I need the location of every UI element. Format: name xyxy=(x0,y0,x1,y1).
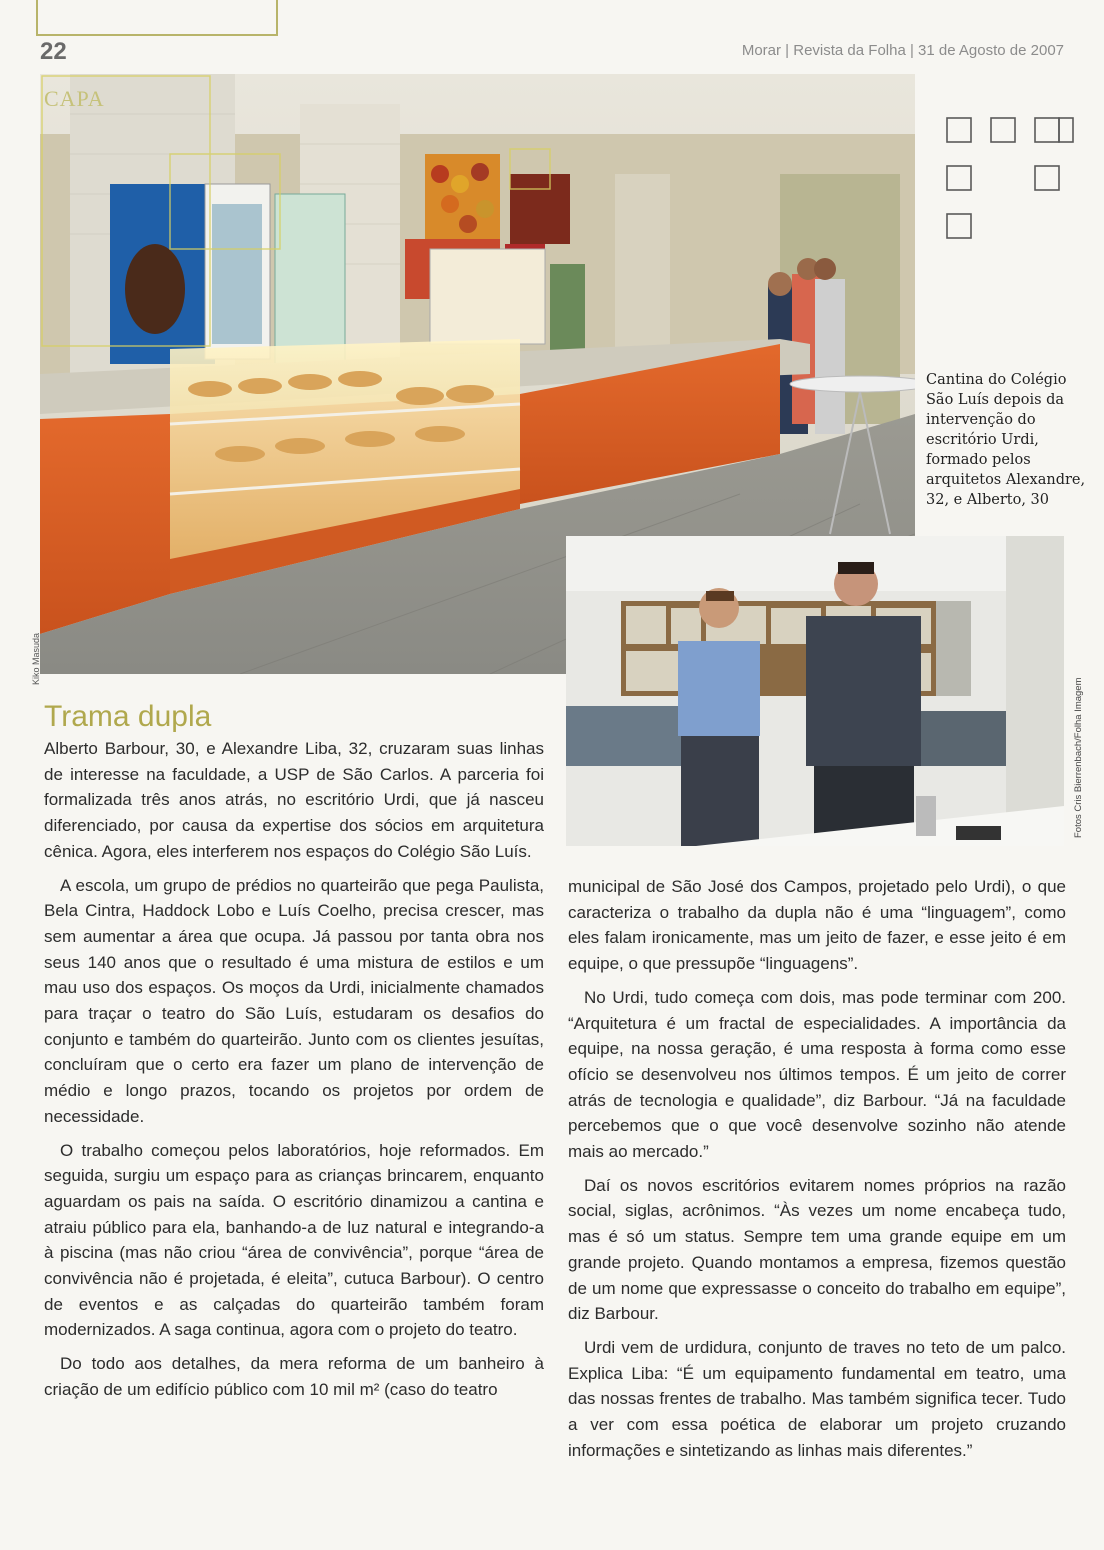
paragraph: municipal de São José dos Campos, projetado pelo Urdi), o que caracteriza o trabalho da dupla não é uma “linguagem”, como eles falam ironicamente, mas um jeito de fazer, e esse jeito é em equipe, o que pressupõe “linguagens”. xyxy=(568,877,1066,974)
paragraph: Daí os novos escritórios evitarem nomes próprios na razão social, siglas, acrônimos. “Às vezes um nome encabeça tudo, mas é só um status. Sempre tem uma grande equipe em um grande projeto. Quando montamos a empresa, fizemos questão de um nome que expressasse o conceito do trabalho em equipe”, diz Barbour. xyxy=(568,1175,1066,1324)
article-title: Trama dupla xyxy=(44,700,212,733)
paragraph: Alberto Barbour, 30, e Alexandre Liba, 32, cruzaram suas linhas de interesse na faculdade, a USP de São Carlos. A parceria foi formalizada três anos atrás, no escritório Urdi, que já nasceu diferenciado, por causa da expertise dos sócios em arquitetura cênica. Agora, eles interferem nos espaços do Colégio São Luís. xyxy=(44,739,544,861)
paragraph: Do todo aos detalhes, da mera reforma de um banheiro à criação de um edifício público com 10 mil m² (caso do teatro xyxy=(44,1354,544,1399)
article-right-column xyxy=(568,874,1066,1471)
header-frame xyxy=(36,0,278,36)
running-head: Morar | Revista da Folha | 31 de Agosto de 2007 xyxy=(741,42,1064,59)
photo-caption: Cantina do Colégio São Luís depois da intervenção do escritório Urdi, formado pelos arquitetos Alexandre, 32, e Alberto, 30 xyxy=(926,372,1086,508)
section-label: CAPA xyxy=(44,86,105,111)
paragraph: O trabalho começou pelos laboratórios, hoje reformados. Em seguida, surgiu um espaço para as crianças brincarem, enquanto aguardam os pais na saída. O escritório dinamizou a cantina e atraiu público para ela, banhando-a de luz natural e integrando-a à piscina (mas não criou “área de convivência”, porque “área de convivência não é projetada, é eleita”, cutuca Barbour). O centro de eventos e as calçadas do quarteirão também foram modernizados. A saga continua, agora com o projeto do teatro. xyxy=(44,1140,544,1340)
page-number: 22 xyxy=(40,38,67,65)
paragraph: No Urdi, tudo começa com dois, mas pode terminar com 200. “Arquitetura é um fractal de especialidades. A importância da equipe, na nossa geração, é uma resposta à forma como esse ofício se desenvolveu nos últimos tempos. É um jeito de correr atrás de tecnologia e qualidade”, diz Barbour. “Já na faculdade percebemos que o que você desenvolve sozinho não atende mais ao mercado.” xyxy=(568,987,1066,1162)
decorative-squares xyxy=(945,116,1075,246)
paragraph: Urdi vem de urdidura, conjunto de traves no teto de um palco. Explica Liba: “É um equipamento fundamental em teatro, uma das nossas frentes de trabalho. Mas também significa tecer. Tudo a ver com essa poética de elaborar um projeto cruzando informações e sintetizando as linhas mais diferentes.” xyxy=(568,1337,1066,1460)
architects-photo xyxy=(566,536,1064,846)
article-left-column xyxy=(44,736,544,1411)
paragraph: A escola, um grupo de prédios no quarteirão que pega Paulista, Bela Cintra, Haddock Lobo e Luís Coelho, precisa crescer, mas sem aumentar a área que ocupa. Já passou por tanta obra nos seus 140 anos que o resultado é uma mistura de estilos e um mau uso dos espaços. Os moços da Urdi, inicialmente chamados para traçar o teatro do São Luís, estudaram os desafios do conjunto e também do quarteirão. Junto com os clientes jesuítas, concluíram que o certo era fazer um plano de intervenção de médio e longo prazos, tocando os projetos por ordem de necessidade. xyxy=(44,875,544,1126)
